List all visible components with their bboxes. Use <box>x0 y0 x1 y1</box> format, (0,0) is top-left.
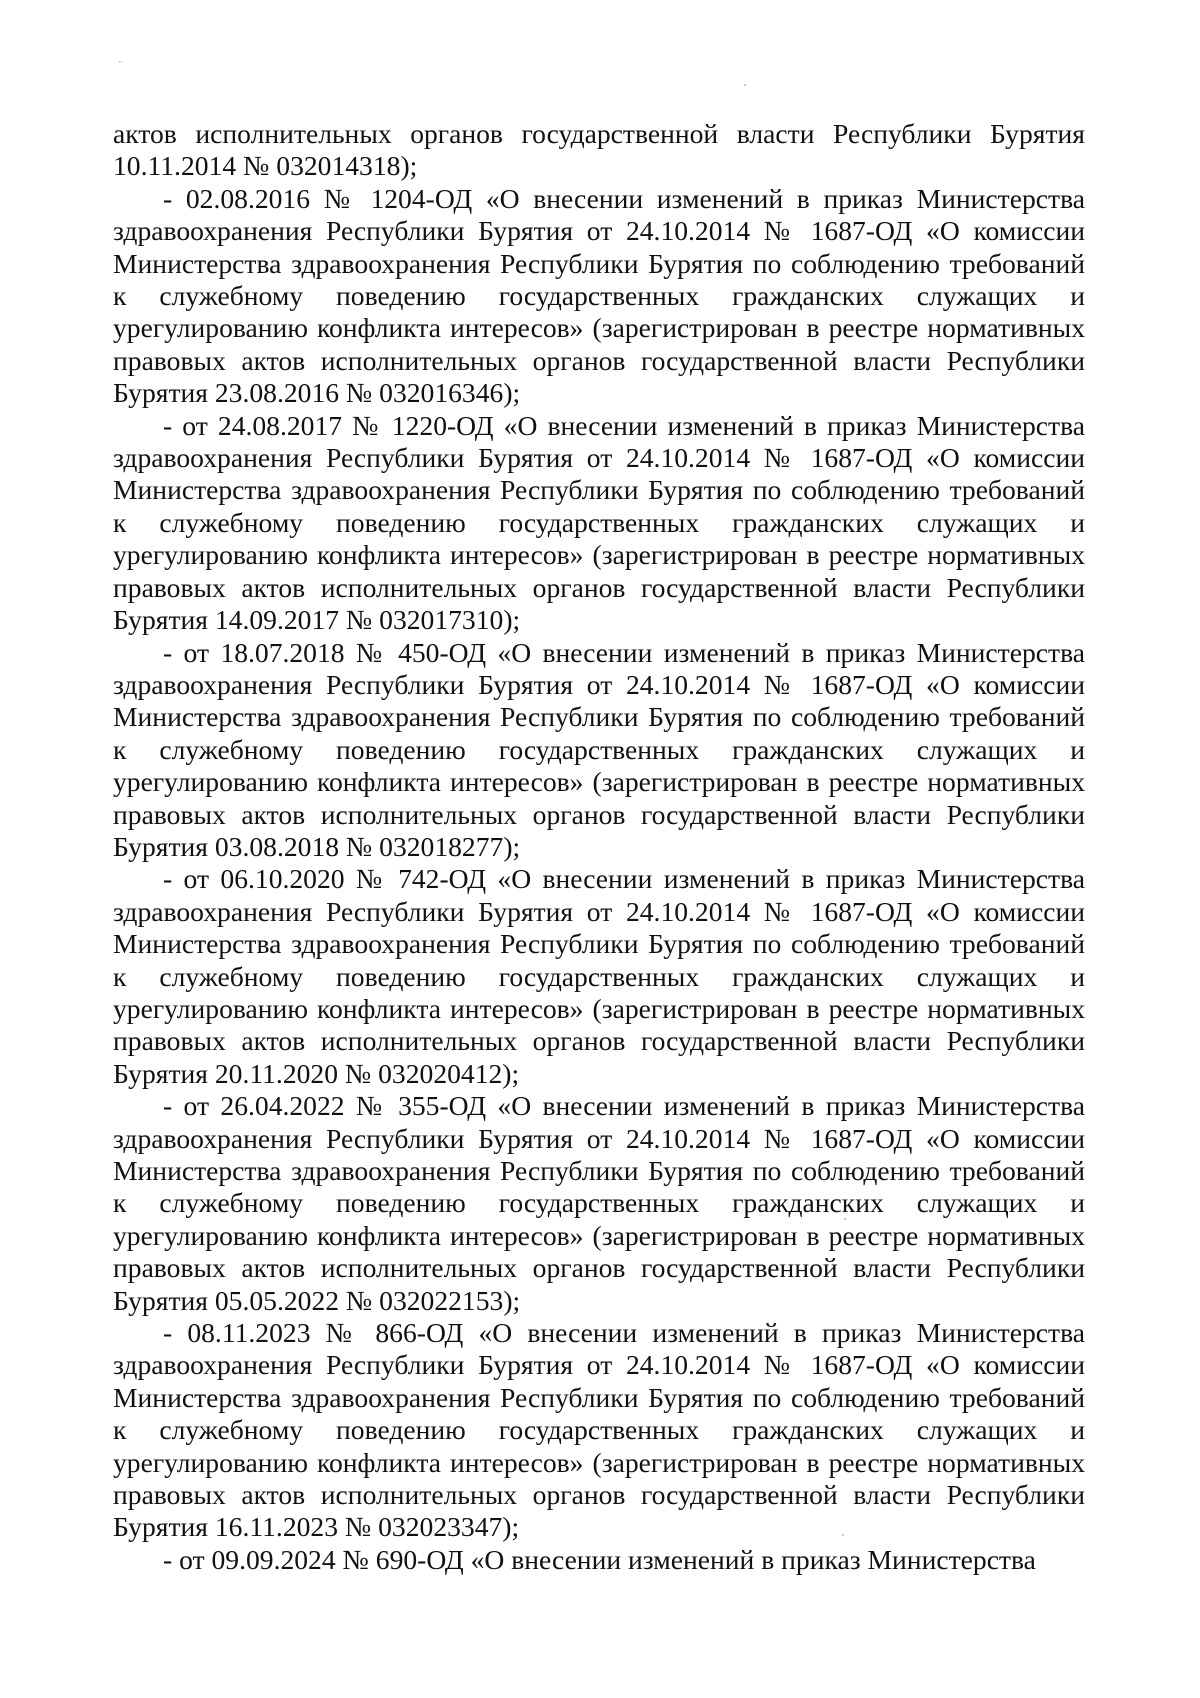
document-body <box>113 118 1085 1576</box>
list-item: - от 18.07.2018 № 450-ОД «О внесении изменений в приказ Министерства здравоохранения Республики Бурятия от 24.10.2014 № 1687-ОД «О комиссии Министерства здравоохранения Республики Бурятия по соблюдению требований к служебному поведению государственных гражданских служащих и урегулированию конфликта интересов» (зарегистрирован в реестре нормативных правовых актов исполнительных органов государственной власти Республики Бурятия 03.08.2018 № 032018277); <box>113 636 1085 862</box>
scan-artifact: ¨ <box>118 61 123 72</box>
list-item: - от 26.04.2022 № 355-ОД «О внесении изменений в приказ Министерства здравоохранения Республики Бурятия от 24.10.2014 № 1687-ОД «О комиссии Министерства здравоохранения Республики Бурятия по соблюдению требований к служебному поведению государственных гражданских служащих и урегулированию конфликта интересов» (зарегистрирован в реестре нормативных правовых актов исполнительных органов государственной власти Республики Бурятия 05.05.2022 № 032022153); <box>113 1090 1085 1316</box>
list-item: - от 06.10.2020 № 742-ОД «О внесении изменений в приказ Министерства здравоохранения Республики Бурятия от 24.10.2014 № 1687-ОД «О комиссии Министерства здравоохранения Республики Бурятия по соблюдению требований к служебному поведению государственных гражданских служащих и урегулированию конфликта интересов» (зарегистрирован в реестре нормативных правовых актов исполнительных органов государственной власти Республики Бурятия 20.11.2020 № 032020412); <box>113 863 1085 1089</box>
list-item: - от 09.09.2024 № 690-ОД «О внесении изменений в приказ Министерства <box>163 1543 1036 1575</box>
list-item: - 02.08.2016 № 1204-ОД «О внесении изменений в приказ Министерства здравоохранения Республики Бурятия от 24.10.2014 № 1687-ОД «О комиссии Министерства здравоохранения Республики Бурятия по соблюдению требований к служебному поведению государственных гражданских служащих и урегулированию конфликта интересов» (зарегистрирован в реестре нормативных правовых актов исполнительных органов государственной власти Республики Бурятия 23.08.2016 № 032016346); <box>113 182 1085 409</box>
list-item: - от 24.08.2017 № 1220-ОД «О внесении изменений в приказ Министерства здравоохранения Республики Бурятия от 24.10.2014 № 1687-ОД «О комиссии Министерства здравоохранения Республики Бурятия по соблюдению требований к служебному поведению государственных гражданских служащих и урегулированию конфликта интересов» (зарегистрирован в реестре нормативных правовых актов исполнительных органов государственной власти Республики Бурятия 14.09.2017 № 032017310); <box>113 409 1085 636</box>
list-item: - 08.11.2023 № 866-ОД «О внесении изменений в приказ Министерства здравоохранения Республики Бурятия от 24.10.2014 № 1687-ОД «О комиссии Министерства здравоохранения Республики Бурятия по соблюдению требований к служебному поведению государственных гражданских служащих и урегулированию конфликта интересов» (зарегистрирован в реестре нормативных правовых актов исполнительных органов государственной власти Республики Бурятия 16.11.2023 № 032023347); <box>113 1317 1085 1543</box>
scan-speck <box>744 84 746 86</box>
paragraph-continuation: актов исполнительных органов государственной власти Республики Бурятия 10.11.2014 № 032014318); <box>113 118 1085 182</box>
